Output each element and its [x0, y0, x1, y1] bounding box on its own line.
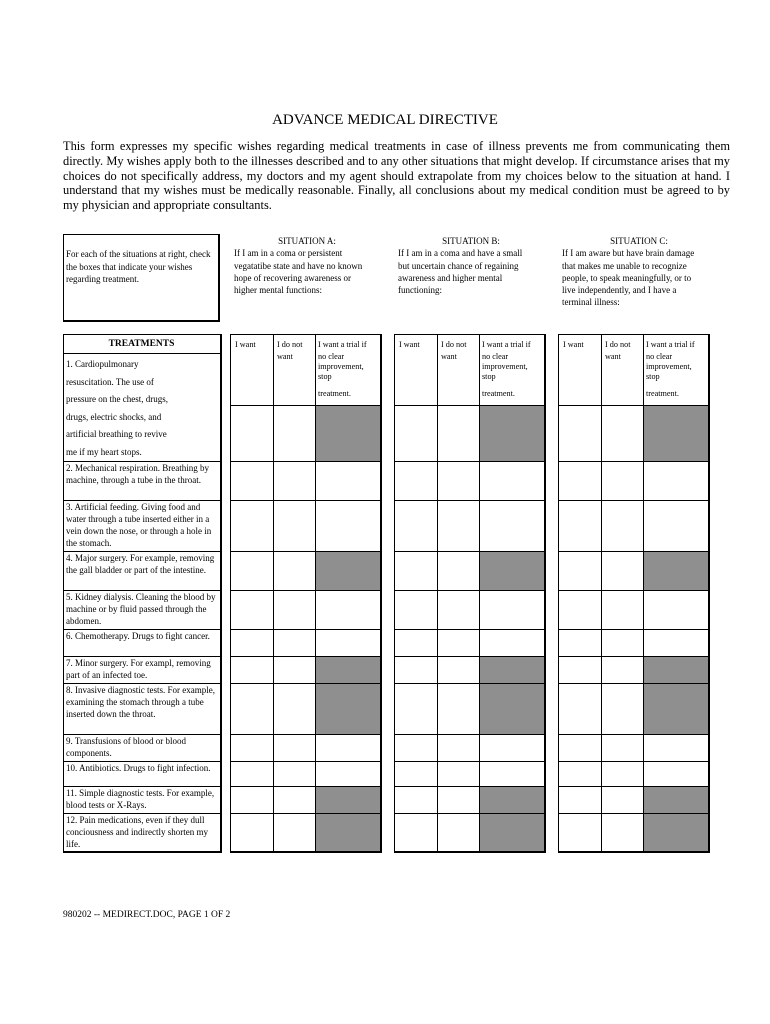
header-trial-treatment: treatment.: [646, 389, 679, 398]
grid-row-divider: [394, 629, 544, 630]
grid-column-divider: [315, 334, 316, 852]
grid-row-divider: [230, 590, 380, 591]
grid-row-divider: [558, 629, 708, 630]
treatments-header-divider: [63, 353, 222, 354]
header-trial-improvement: improvement,: [318, 362, 364, 371]
grid-row-divider: [230, 629, 380, 630]
grid-row-divider: [558, 761, 708, 762]
header-trial-no-clear: no clear: [318, 352, 345, 361]
situation-a-grid: [230, 334, 382, 853]
intro-paragraph: This form expresses my specific wishes regarding medical treatments in case of illness prevents me from communicating them directly. My wishes apply both to the illnesses described and to any other situations that might develop. If circumstance arises that my choices do not specifically address, my doctors and my agent should extrapolate from my choices below to the situation at hand. I understand that my wishes must be medically reasonable. Finally, all conclusions about my medical condition must be agreed to by my physician and appropriate consultants.: [63, 139, 730, 213]
treatment-item: 5. Kidney dialysis. Cleaning the blood by machine or by fluid passed through the abdomen.: [66, 592, 216, 626]
treatment-item: 3. Artificial feeding. Giving food and water through a tube inserted either in a vein down the nose, or through a hole in the stomach.: [66, 502, 212, 548]
header-trial-treatment: treatment.: [318, 389, 351, 398]
grid-row-divider: [558, 656, 708, 657]
situation-b-title: SITUATION B:: [442, 236, 500, 246]
grid-row-divider: [230, 405, 380, 406]
treatment-item: 2. Mechanical respiration. Breathing by machine, through a tube in the throat.: [66, 463, 209, 485]
page-title: ADVANCE MEDICAL DIRECTIVE: [272, 112, 498, 128]
situation-b-description: If I am in a coma and have a small but uncertain chance of regaining awareness and higher mental functioning:: [398, 248, 523, 296]
grid-column-divider: [601, 334, 602, 852]
treatment-item: 12. Pain medications, even if they dull conciousness and indirectly shorten my life.: [66, 815, 208, 849]
situation-a-description: If I am in a coma or persistent vegatatibe state and have no known hope of recovering awareness or higher mental functions:: [234, 248, 363, 296]
grid-row-divider: [394, 656, 544, 657]
grid-row-divider: [394, 683, 544, 684]
treatment-item: 7. Minor surgery. For exampl, removing part of an infected toe.: [66, 658, 211, 680]
grid-row-divider: [394, 761, 544, 762]
treatment-item: 4. Major surgery. For example, removing the gall bladder or part of the intestine.: [66, 553, 215, 575]
treatment-item: 9. Transfusions of blood or blood components.: [66, 736, 187, 758]
grid-row-divider: [558, 786, 708, 787]
situation-c-header: [560, 235, 710, 309]
grid-row-divider: [230, 683, 380, 684]
header-i-do-not-want: I do not want: [441, 340, 467, 361]
grid-row-divider: [394, 590, 544, 591]
grid-row-divider: [558, 734, 708, 735]
header-i-do-not-want: I do not want: [277, 340, 303, 361]
grid-row-divider: [558, 500, 708, 501]
grid-row-divider: [558, 461, 708, 462]
treatment-1-line: pressure on the chest, drugs,: [66, 394, 168, 404]
situation-a-header: [232, 235, 382, 296]
header-i-want: I want: [235, 340, 256, 349]
grid-row-divider: [230, 734, 380, 735]
grid-column-divider: [643, 334, 644, 852]
grid-row-divider: [558, 813, 708, 814]
header-trial-treatment: treatment.: [482, 389, 515, 398]
page-footer: 980202 -- MEDIRECT.DOC, PAGE 1 OF 2: [63, 910, 231, 920]
grid-row-divider: [394, 734, 544, 735]
header-trial-no-clear: no clear: [646, 352, 673, 361]
situation-c-title: SITUATION C:: [610, 236, 668, 246]
header-trial-improvement: improvement,: [646, 362, 692, 371]
header-trial-if: I want a trial if: [318, 340, 367, 349]
header-i-want: I want: [563, 340, 584, 349]
grid-row-divider: [394, 405, 544, 406]
header-trial-stop: stop: [318, 372, 332, 381]
situation-b-header: [396, 235, 541, 296]
grid-row-divider: [558, 405, 708, 406]
grid-row-divider: [230, 551, 380, 552]
grid-row-divider: [230, 813, 380, 814]
treatments-header: TREATMENTS: [108, 339, 175, 349]
header-trial-if: I want a trial if: [646, 340, 695, 349]
grid-row-divider: [230, 500, 380, 501]
treatment-item: 11. Simple diagnostic tests. For example, blood tests or X-Rays.: [66, 788, 215, 810]
grid-row-divider: [230, 461, 380, 462]
treatment-1-line: drugs, electric shocks, and: [66, 412, 162, 422]
grid-row-divider: [394, 786, 544, 787]
grid-row-divider: [394, 551, 544, 552]
grid-row-divider: [230, 761, 380, 762]
grid-column-divider: [437, 334, 438, 852]
situation-c-description: If I am aware but have brain damage that makes me unable to recognize people, to speak meaningfully, or to live independently, and I have a terminal illness:: [562, 248, 695, 308]
situation-c-grid: [558, 334, 710, 853]
situation-a-title: SITUATION A:: [278, 236, 336, 246]
header-trial-no-clear: no clear: [482, 352, 509, 361]
treatment-item: 6. Chemotherapy. Drugs to fight cancer.: [66, 631, 210, 641]
treatment-1-line: 1. Cardiopulmonary: [66, 359, 139, 369]
grid-row-divider: [394, 461, 544, 462]
header-trial-if: I want a trial if: [482, 340, 531, 349]
treatment-item: 10. Antibiotics. Drugs to fight infection.: [66, 763, 211, 773]
header-trial-improvement: improvement,: [482, 362, 528, 371]
grid-row-divider: [230, 656, 380, 657]
header-i-want: I want: [399, 340, 420, 349]
grid-row-divider: [394, 813, 544, 814]
header-i-do-not-want: I do not want: [605, 340, 631, 361]
header-trial-stop: stop: [482, 372, 496, 381]
grid-column-divider: [273, 334, 274, 852]
treatment-1-line: resuscitation. The use of: [66, 377, 154, 387]
grid-row-divider: [558, 683, 708, 684]
situation-b-grid: [394, 334, 546, 853]
grid-row-divider: [558, 590, 708, 591]
treatment-1-line: me if my heart stops.: [66, 447, 142, 457]
treatment-1-line: artificial breathing to revive: [66, 429, 167, 439]
instructions-box: For each of the situations at right, check the boxes that indicate your wishes regarding treatment.: [63, 234, 220, 322]
grid-column-divider: [479, 334, 480, 852]
grid-row-divider: [558, 551, 708, 552]
treatment-item: 8. Invasive diagnostic tests. For example, examining the stomach through a tube inserted down the throat.: [66, 685, 215, 719]
grid-row-divider: [230, 786, 380, 787]
grid-row-divider: [394, 500, 544, 501]
header-trial-stop: stop: [646, 372, 660, 381]
